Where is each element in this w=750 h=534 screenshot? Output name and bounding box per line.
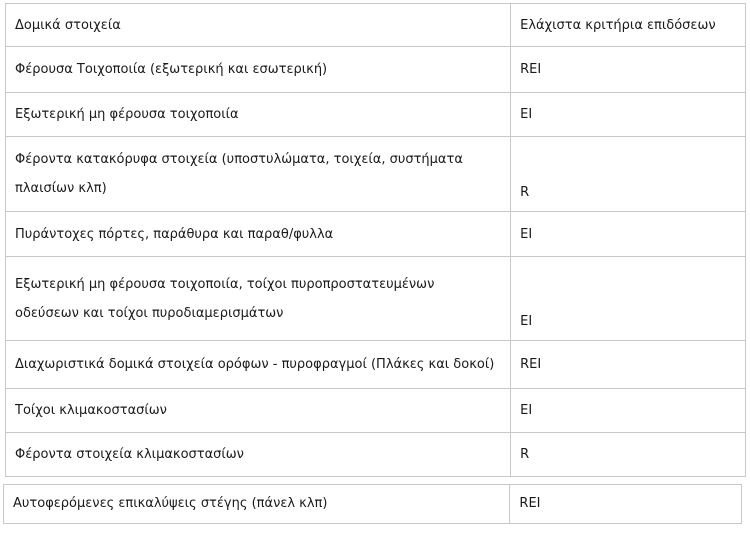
header-criteria: Ελάχιστα κριτήρια επιδόσεων — [511, 4, 746, 47]
table-row — [6, 137, 746, 212]
row-criteria: EI — [511, 93, 746, 137]
row-element: Εξωτερική μη φέρουσα τοιχοποιία, τοίχοι πυροπροστατευμένων οδεύσεων και τοίχοι πυροδιαμερισμάτων — [6, 257, 511, 341]
row-criteria: R — [511, 433, 746, 477]
row-criteria: EI — [511, 389, 746, 433]
header-row — [6, 4, 746, 47]
row-criteria: EI — [511, 212, 746, 257]
roof-covering-table — [3, 484, 742, 524]
row-criteria: REI — [511, 47, 746, 93]
table-row — [6, 433, 746, 477]
table-row — [4, 485, 742, 524]
row-element: Αυτοφερόμενες επικαλύψεις στέγης (πάνελ κλπ) — [4, 485, 510, 524]
table-row — [6, 212, 746, 257]
table-row — [6, 93, 746, 137]
table-row — [6, 47, 746, 93]
row-element: Πυράντοχες πόρτες, παράθυρα και παραθ/φυλλα — [6, 212, 511, 257]
row-criteria: REI — [510, 485, 742, 524]
table-row — [6, 257, 746, 341]
fire-resistance-table — [5, 3, 746, 477]
table-row — [6, 389, 746, 433]
table-row — [6, 341, 746, 389]
header-element: Δομικά στοιχεία — [6, 4, 511, 47]
row-element: Φέροντα κατακόρυφα στοιχεία (υποστυλώματα, τοιχεία, συστήματα πλαισίων κλπ) — [6, 137, 511, 212]
row-element: Εξωτερική μη φέρουσα τοιχοποιία — [6, 93, 511, 137]
row-criteria: R — [511, 137, 746, 212]
row-element: Φέρουσα Τοιχοποιία (εξωτερική και εσωτερική) — [6, 47, 511, 93]
row-criteria: REI — [511, 341, 746, 389]
row-element: Φέροντα στοιχεία κλιμακοστασίων — [6, 433, 511, 477]
row-element: Τοίχοι κλιμακοστασίων — [6, 389, 511, 433]
row-element: Διαχωριστικά δομικά στοιχεία ορόφων - πυροφραγμοί (Πλάκες και δοκοί) — [6, 341, 511, 389]
row-criteria: EI — [511, 257, 746, 341]
